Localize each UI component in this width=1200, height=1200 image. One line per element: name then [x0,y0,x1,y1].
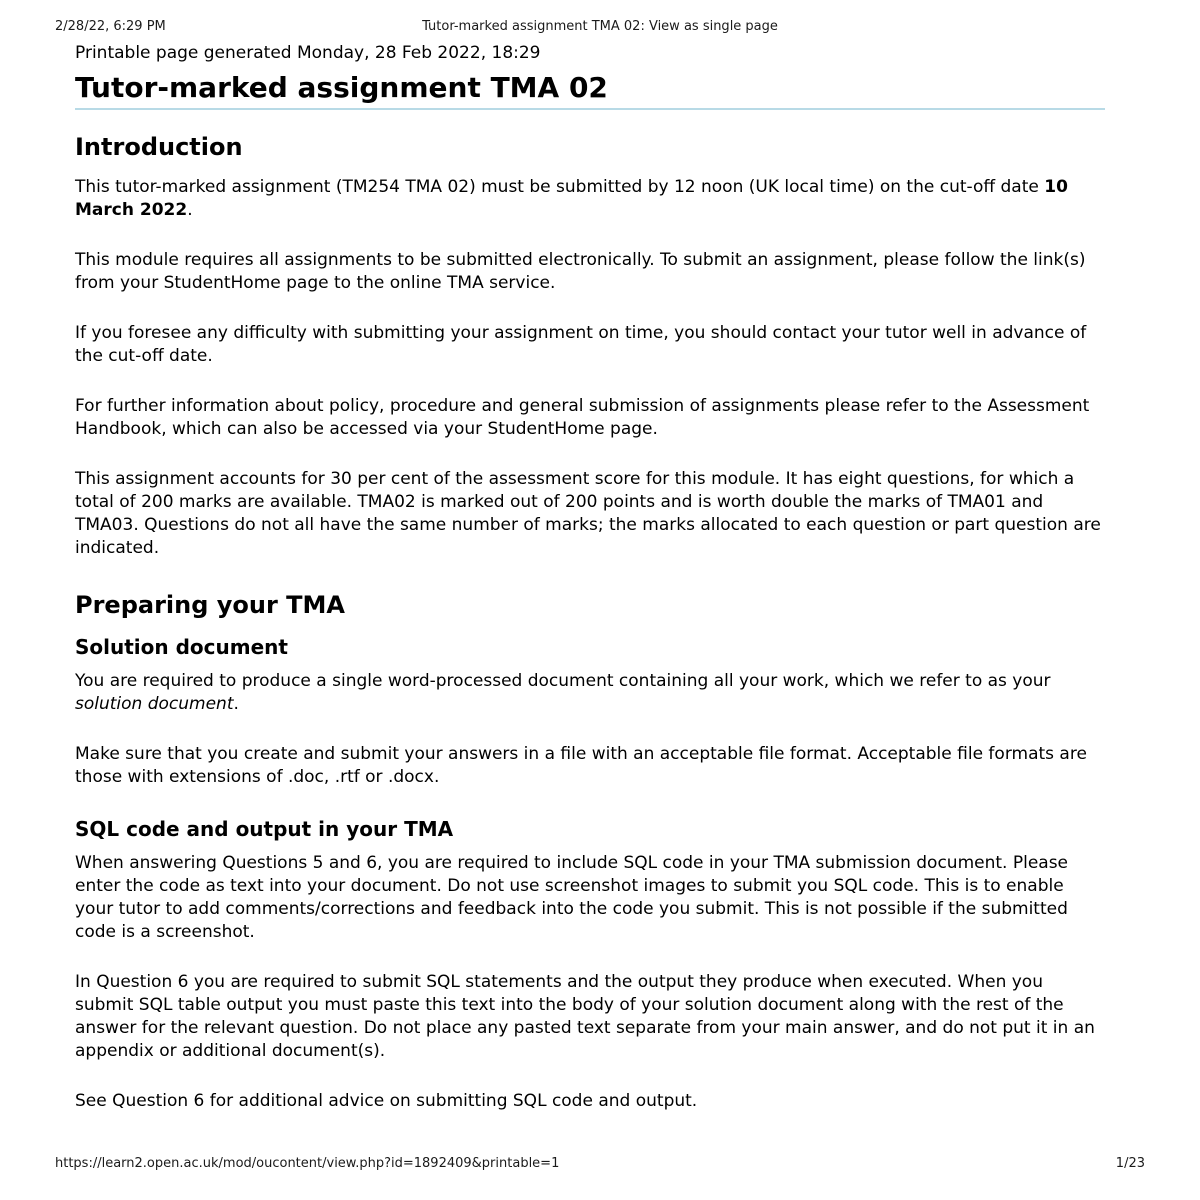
print-header-doc-title: Tutor-marked assignment TMA 02: View as single page [422,19,778,34]
section-heading-preparing: Preparing your TMA [75,591,345,619]
print-footer-page-number: 1/23 [1115,1156,1145,1171]
solution-paragraph-1-end: . [233,694,239,714]
solution-paragraph-1-text: You are required to produce a single word-processed document containing all your work, which we refer to as your [75,671,1051,691]
solution-paragraph-1 [75,670,1105,716]
document-body [75,42,1105,1140]
section-heading-introduction: Introduction [75,133,243,161]
solution-paragraph-2: Make sure that you create and submit your answers in a file with an acceptable file format. Acceptable file formats are those with extensions of .doc, .rtf or .docx. [75,744,1087,787]
print-header-datetime: 2/28/22, 6:29 PM [55,19,166,34]
print-header [0,19,1200,35]
title-rule [75,108,1105,110]
cutoff-date: 10 March 2022 [75,177,1068,220]
intro-paragraph-2: This module requires all assignments to be submitted electronically. To submit an assignment, please follow the link(s) from your StudentHome page to the online TMA service. [75,250,1086,293]
print-footer [55,1156,1145,1171]
subsection-heading-sql: SQL code and output in your TMA [75,817,454,841]
intro-paragraph-5: This assignment accounts for 30 per cent of the assessment score for this module. It has eight questions, for which a total of 200 marks are available. TMA02 is marked out of 200 points and is worth double the marks of TMA01 and TMA03. Questions do not all have the same number of marks; the marks allocated to each question or part question are indicated. [75,469,1101,558]
section-preparing-your-tma [75,590,1105,1113]
generated-note: Printable page generated Monday, 28 Feb 2022, 18:29 [75,43,541,63]
section-introduction [75,132,1105,560]
page-title: Tutor-marked assignment TMA 02 [75,71,608,104]
subsection-heading-solution-document: Solution document [75,635,288,659]
intro-paragraph-4: For further information about policy, procedure and general submission of assignments please refer to the Assessment Handbook, which can also be accessed via your StudentHome page. [75,396,1090,439]
solution-document-term: solution document [75,694,234,714]
sql-paragraph-3: See Question 6 for additional advice on submitting SQL code and output. [75,1091,698,1111]
intro-paragraph-1-text: This tutor-marked assignment (TM254 TMA 02) must be submitted by 12 noon (UK local time) on the cut-off date [75,177,1045,197]
print-footer-url: https://learn2.open.ac.uk/mod/oucontent/view.php?id=1892409&printable=1 [55,1156,560,1171]
intro-paragraph-3: If you foresee any difficulty with submitting your assignment on time, you should contact your tutor well in advance of the cut-off date. [75,323,1087,366]
sql-paragraph-2: In Question 6 you are required to submit SQL statements and the output they produce when executed. When you submit SQL table output you must paste this text into the body of your solution document along with the rest of the answer for the relevant question. Do not place any pasted text separate from your main answer, and do not put it in an appendix or additional document(s). [75,972,1095,1061]
intro-paragraph-1-end: . [187,200,193,220]
sql-paragraph-1: When answering Questions 5 and 6, you are required to include SQL code in your TMA submission document. Please enter the code as text into your document. Do not use screenshot images to submit you SQL code. This is to enable your tutor to add comments/corrections and feedback into the code you submit. This is not possible if the submitted code is a screenshot. [75,853,1069,942]
intro-paragraph-1 [75,176,1105,222]
